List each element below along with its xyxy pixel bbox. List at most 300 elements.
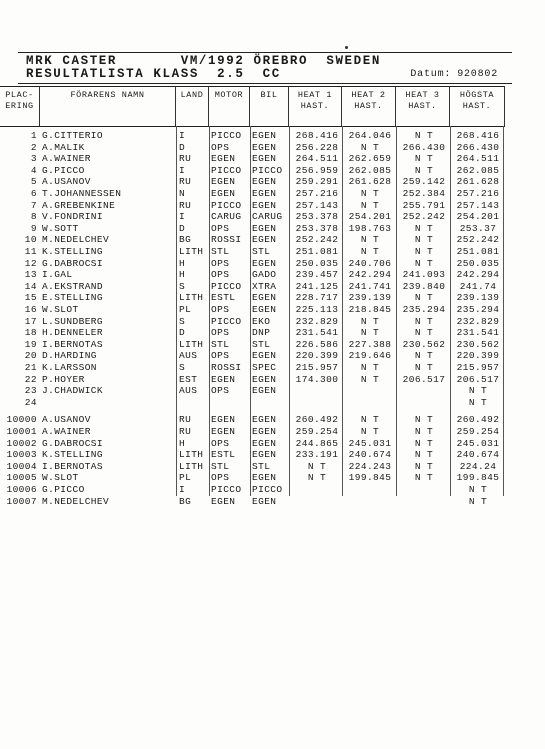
driver-name-cell: K.STELLING — [42, 449, 104, 461]
best-speed-cell: 266.430 — [456, 141, 500, 153]
motor-cell: OPS — [211, 141, 230, 153]
driver-name-cell: W.SOTT — [42, 222, 79, 234]
placing-cell: 23 — [24, 385, 37, 397]
heat2-cell: N T — [360, 327, 380, 339]
heat1-cell: 231.541 — [295, 327, 339, 339]
motor-cell: OPS — [211, 350, 230, 362]
driver-name-cell: K.STELLING — [42, 246, 104, 257]
heat3-cell: N T — [414, 362, 434, 373]
heat1-cell: 259.291 — [295, 176, 339, 188]
col-header-heat1 — [289, 86, 342, 126]
placing-cell: 16 — [24, 304, 37, 315]
driver-name-cell: G.PICCO — [42, 164, 85, 176]
placing-cell: 4 — [30, 164, 37, 176]
table-row — [0, 142, 545, 154]
heat3-cell: 206.517 — [402, 373, 446, 385]
table-row — [0, 484, 545, 496]
best-speed-cell: N T — [468, 385, 488, 397]
best-speed-cell: 253.37 — [459, 222, 497, 234]
country-cell: RU — [179, 199, 192, 211]
car-cell: EGEN — [252, 141, 277, 153]
car-cell: EGEN — [252, 385, 277, 397]
driver-name-cell: V.FONDRINI — [42, 211, 104, 223]
country-cell: I — [179, 211, 186, 223]
car-cell: EGEN — [252, 414, 277, 426]
country-cell: BG — [179, 234, 192, 246]
placing-cell: 15 — [24, 292, 37, 304]
document-header — [18, 52, 512, 84]
car-cell: PICCO — [252, 164, 283, 176]
motor-cell: OPS — [211, 269, 230, 281]
motor-cell: CARUG — [211, 211, 242, 223]
car-cell: SPEC — [252, 362, 277, 373]
best-speed-cell: 235.294 — [456, 304, 500, 315]
table-row — [0, 165, 545, 177]
heat1-cell: 256.959 — [295, 164, 339, 176]
heat3-cell: N T — [414, 460, 434, 472]
best-speed-cell: 241.74 — [459, 280, 497, 292]
motor-cell: PICCO — [211, 199, 242, 211]
driver-name-cell: A.WAINER — [42, 153, 91, 165]
country-cell: H — [179, 437, 186, 449]
motor-cell: STL — [211, 460, 230, 472]
country-cell: S — [179, 362, 186, 373]
heat2-cell: N T — [360, 246, 380, 257]
table-row — [0, 385, 545, 397]
motor-cell: STL — [211, 338, 230, 350]
date-stamp — [410, 68, 498, 81]
country-cell: D — [179, 222, 186, 234]
placing-cell: 1 — [30, 130, 37, 141]
punch-mark — [345, 46, 348, 49]
car-cell: STL — [252, 460, 271, 472]
heat3-cell: 259.142 — [402, 176, 446, 188]
motor-cell: PICCO — [211, 130, 242, 141]
heat3-cell: N T — [414, 327, 434, 339]
table-row — [0, 188, 545, 200]
best-speed-cell: 261.628 — [456, 176, 500, 188]
best-speed-cell: 252.242 — [456, 234, 500, 246]
placing-cell: 17 — [24, 315, 37, 327]
car-cell: PICCO — [252, 484, 283, 495]
motor-cell: PICCO — [211, 315, 242, 327]
best-speed-cell: 250.035 — [456, 257, 500, 269]
heat3-cell: 239.840 — [402, 280, 446, 292]
best-speed-cell: N T — [468, 495, 488, 507]
country-cell: D — [179, 327, 186, 339]
heat3-cell: N T — [414, 234, 434, 246]
country-cell: H — [179, 269, 186, 281]
motor-cell: EGEN — [211, 373, 236, 385]
heat1-cell: 268.416 — [295, 130, 339, 141]
motor-cell: ROSSI — [211, 234, 242, 246]
country-cell: I — [179, 130, 186, 141]
car-cell: EGEN — [252, 257, 277, 269]
heat2-cell: 218.845 — [348, 304, 392, 315]
motor-cell: STL — [211, 246, 230, 257]
table-row — [0, 339, 545, 351]
best-speed-cell: 257.216 — [456, 188, 500, 199]
heat2-cell: 239.139 — [348, 292, 392, 304]
motor-cell: ESTL — [211, 292, 236, 304]
best-speed-cell: 224.24 — [459, 460, 497, 472]
driver-name-cell: G.CITTERIO — [42, 130, 104, 141]
table-row — [0, 374, 545, 386]
placing-cell: 9 — [30, 222, 37, 234]
heat2-cell: N T — [360, 199, 380, 211]
placing-cell: 19 — [24, 338, 37, 350]
placing-cell: 11 — [24, 246, 37, 257]
motor-cell: EGEN — [211, 153, 236, 165]
best-speed-cell: 257.143 — [456, 199, 500, 211]
placing-cell: 8 — [30, 211, 37, 223]
country-cell: AUS — [179, 350, 198, 362]
heat1-cell: 239.457 — [295, 269, 339, 281]
col-header-hogsta — [450, 86, 505, 126]
driver-name-cell: M.NEDELCHEV — [42, 495, 110, 507]
col-header-placering — [0, 86, 40, 126]
motor-cell: ESTL — [211, 449, 236, 461]
placing-cell: 5 — [30, 176, 37, 188]
table-row — [0, 327, 545, 339]
table-row — [0, 438, 545, 450]
best-speed-cell: 240.674 — [456, 449, 500, 461]
best-speed-cell: N T — [468, 396, 488, 408]
header-title-line: MRK CASTER VM/1992 ÖREBRO SWEDEN — [26, 54, 381, 68]
col-header-land-text: LAND — [180, 90, 204, 100]
heat3-cell: N T — [414, 414, 434, 426]
heat1-cell: 233.191 — [295, 449, 339, 461]
placing-cell: 10 — [24, 234, 37, 246]
col-header-heat1-line2: HAST. — [300, 101, 330, 111]
motor-cell: OPS — [211, 472, 230, 484]
heat2-cell: 242.294 — [348, 269, 392, 281]
driver-name-cell: T.JOHANNESSEN — [42, 188, 122, 199]
heat1-cell: 228.717 — [295, 292, 339, 304]
col-header-name-text: FÖRARENS NAMN — [70, 90, 145, 100]
table-row — [0, 269, 545, 281]
heat1-cell: 251.081 — [295, 246, 339, 257]
driver-name-cell: L.SUNDBERG — [42, 315, 104, 327]
country-cell: LITH — [179, 460, 204, 472]
col-header-placering-line1: PLAC- — [5, 90, 34, 100]
heat1-cell: 257.216 — [295, 188, 339, 199]
motor-cell: OPS — [211, 437, 230, 449]
driver-name-cell: G.DABROCSI — [42, 437, 104, 449]
driver-name-cell: D.HARDING — [42, 350, 97, 362]
car-cell: EGEN — [252, 426, 277, 437]
best-speed-cell: 268.416 — [456, 130, 500, 141]
table-row — [0, 176, 545, 188]
heat2-cell: N T — [360, 414, 380, 426]
table-row — [0, 316, 545, 328]
motor-cell: OPS — [211, 304, 230, 315]
table-row — [0, 234, 545, 246]
country-cell: RU — [179, 176, 192, 188]
best-speed-cell: 264.511 — [456, 153, 500, 165]
driver-name-cell: I.GAL — [42, 269, 73, 281]
heat3-cell: N T — [414, 350, 434, 362]
motor-cell: EGEN — [211, 414, 236, 426]
driver-name-cell: W.SLOT — [42, 472, 79, 484]
country-cell: D — [179, 141, 186, 153]
motor-cell: EGEN — [211, 176, 236, 188]
heat2-cell: 262.659 — [348, 153, 392, 165]
header-subtitle-line: RESULTATLISTA KLASS 2.5 CC — [26, 67, 281, 81]
heat3-cell: N T — [414, 315, 434, 327]
driver-name-cell: G.PICCO — [42, 484, 85, 495]
table-row — [0, 426, 545, 438]
best-speed-cell: 254.201 — [456, 211, 500, 223]
heat2-cell: 199.845 — [348, 472, 392, 484]
heat1-cell: 260.492 — [295, 414, 339, 426]
car-cell: EGEN — [252, 222, 277, 234]
car-cell: EGEN — [252, 292, 277, 304]
table-row — [0, 461, 545, 473]
driver-name-cell: A.USANOV — [42, 176, 91, 188]
heat1-cell: 215.957 — [295, 362, 339, 373]
col-header-name — [40, 86, 176, 126]
heat3-cell: 252.242 — [402, 211, 446, 223]
driver-name-cell: A.MALIK — [42, 141, 85, 153]
car-cell: DNP — [252, 327, 271, 339]
heat2-cell: 262.085 — [348, 164, 392, 176]
date-label: Datum: — [410, 69, 452, 80]
heat3-cell: N T — [414, 222, 434, 234]
heat3-cell: N T — [414, 164, 434, 176]
col-header-bil — [250, 86, 289, 126]
placing-cell: 7 — [30, 199, 37, 211]
heat2-cell: N T — [360, 315, 380, 327]
country-cell: S — [179, 280, 186, 292]
table-row — [0, 304, 545, 316]
best-speed-cell: 239.139 — [456, 292, 500, 304]
col-header-heat2 — [342, 86, 396, 126]
heat3-cell: N T — [414, 130, 434, 141]
heat3-cell: N T — [414, 426, 434, 437]
motor-cell: ROSSI — [211, 362, 242, 373]
heat3-cell: N T — [414, 292, 434, 304]
motor-cell: OPS — [211, 385, 230, 397]
country-cell: LITH — [179, 449, 204, 461]
heat3-cell: 235.294 — [402, 304, 446, 315]
driver-name-cell: P.HOYER — [42, 373, 85, 385]
best-speed-cell: 232.829 — [456, 315, 500, 327]
heat2-cell: 219.646 — [348, 350, 392, 362]
heat3-cell: 255.791 — [402, 199, 446, 211]
table-row — [0, 472, 545, 484]
heat2-cell: 264.046 — [348, 130, 392, 141]
col-header-heat3-line2: HAST. — [408, 101, 437, 111]
placing-cell: 24 — [24, 396, 37, 408]
motor-cell: OPS — [211, 257, 230, 269]
country-cell: LITH — [179, 292, 204, 304]
car-cell: EGEN — [252, 176, 277, 188]
driver-name-cell: M.NEDELCHEV — [42, 234, 110, 246]
motor-cell: EGEN — [211, 188, 236, 199]
col-header-heat2-line2: HAST. — [354, 101, 383, 111]
heat1-cell: N T — [307, 460, 327, 472]
placing-cell: 10006 — [6, 484, 37, 495]
table-row — [0, 362, 545, 374]
table-row — [0, 496, 545, 508]
heat1-cell: 252.242 — [295, 234, 339, 246]
car-cell: EGEN — [252, 188, 277, 199]
heat1-cell: 257.143 — [295, 199, 339, 211]
driver-name-cell: A.EKSTRAND — [42, 280, 104, 292]
best-speed-cell: 206.517 — [456, 373, 500, 385]
heat1-cell: 253.378 — [295, 222, 339, 234]
heat1-cell: 256.228 — [295, 141, 339, 153]
heat1-cell: 259.254 — [295, 426, 339, 437]
best-speed-cell: 220.399 — [456, 350, 500, 362]
heat1-cell: 225.113 — [295, 304, 339, 315]
car-cell: CARUG — [252, 211, 283, 223]
driver-name-cell: A.WAINER — [42, 426, 91, 437]
country-cell: PL — [179, 472, 192, 484]
driver-name-cell: J.CHADWICK — [42, 385, 104, 397]
col-header-heat3 — [396, 86, 450, 126]
heat3-cell: N T — [414, 437, 434, 449]
country-cell: I — [179, 164, 186, 176]
table-row — [0, 292, 545, 304]
col-header-motor — [209, 86, 250, 126]
heat1-cell: 220.399 — [295, 350, 339, 362]
car-cell: EGEN — [252, 234, 277, 246]
motor-cell: PICCO — [211, 280, 242, 292]
heat1-cell: N T — [307, 472, 327, 484]
heat1-cell: 264.511 — [295, 153, 339, 165]
placing-cell: 10005 — [6, 472, 37, 484]
heat1-cell: 226.586 — [295, 338, 339, 350]
heat2-cell: 227.388 — [348, 338, 392, 350]
table-row — [0, 258, 545, 270]
driver-name-cell: G.DABROCSI — [42, 257, 104, 269]
heat3-cell: N T — [414, 449, 434, 461]
col-header-heat1-line1: HEAT 1 — [297, 90, 333, 100]
best-speed-cell: N T — [468, 484, 488, 495]
driver-name-cell: I.BERNOTAS — [42, 460, 104, 472]
best-speed-cell: 215.957 — [456, 362, 500, 373]
heat3-cell: N T — [414, 257, 434, 269]
car-cell: EGEN — [252, 495, 277, 507]
col-header-hogsta-line1: HÖGSTA — [459, 90, 495, 100]
placing-cell: 18 — [24, 327, 37, 339]
driver-name-cell: E.STELLING — [42, 292, 104, 304]
placing-cell: 10002 — [6, 437, 37, 449]
country-cell: LITH — [179, 246, 204, 257]
col-header-motor-text: MOTOR — [214, 90, 244, 100]
country-cell: S — [179, 315, 186, 327]
placing-cell: 10000 — [6, 414, 37, 426]
heat2-cell: 254.201 — [348, 211, 392, 223]
placing-cell: 12 — [24, 257, 37, 269]
country-cell: PL — [179, 304, 192, 315]
heat2-cell: N T — [360, 362, 380, 373]
heat3-cell: N T — [414, 153, 434, 165]
driver-name-cell: A.USANOV — [42, 414, 91, 426]
best-speed-cell: 231.541 — [456, 327, 500, 339]
table-row — [0, 414, 545, 426]
placing-cell: 10004 — [6, 460, 37, 472]
table-row — [0, 223, 545, 235]
driver-name-cell: W.SLOT — [42, 304, 79, 315]
heat2-cell: 245.031 — [348, 437, 392, 449]
country-cell: BG — [179, 495, 192, 507]
motor-cell: PICCO — [211, 484, 242, 495]
car-cell: STL — [252, 338, 271, 350]
heat3-cell: 230.562 — [402, 338, 446, 350]
country-cell: N — [179, 188, 186, 199]
driver-name-cell: A.GREBENKINE — [42, 199, 116, 211]
heat3-cell: N T — [414, 472, 434, 484]
table-row — [0, 130, 545, 142]
heat2-cell: 240.706 — [348, 257, 392, 269]
motor-cell: EGEN — [211, 426, 236, 437]
country-cell: H — [179, 257, 186, 269]
col-header-land — [176, 86, 209, 126]
country-cell: RU — [179, 414, 192, 426]
car-cell: EKO — [252, 315, 271, 327]
placing-cell: 20 — [24, 350, 37, 362]
placing-cell: 14 — [24, 280, 37, 292]
heat3-cell: N T — [414, 246, 434, 257]
table-row — [0, 449, 545, 461]
car-cell: EGEN — [252, 199, 277, 211]
header-rule — [0, 126, 505, 127]
table-row — [0, 397, 545, 409]
placing-cell: 13 — [24, 269, 37, 281]
heat2-cell: N T — [360, 426, 380, 437]
heat1-cell: 232.829 — [295, 315, 339, 327]
table-row — [0, 281, 545, 293]
heat3-cell: 241.093 — [402, 269, 446, 281]
car-cell: EGEN — [252, 449, 277, 461]
heat2-cell: 240.674 — [348, 449, 392, 461]
heat2-cell: N T — [360, 234, 380, 246]
heat2-cell: 261.628 — [348, 176, 392, 188]
car-cell: EGEN — [252, 350, 277, 362]
motor-cell: OPS — [211, 327, 230, 339]
car-cell: GADO — [252, 269, 277, 281]
best-speed-cell: 230.562 — [456, 338, 500, 350]
col-header-bil-text: BIL — [260, 90, 278, 100]
heat1-cell: 250.035 — [295, 257, 339, 269]
heat2-cell: 241.741 — [348, 280, 392, 292]
heat2-cell: 224.243 — [348, 460, 392, 472]
heat1-cell: 253.378 — [295, 211, 339, 223]
country-cell: RU — [179, 426, 192, 437]
car-cell: EGEN — [252, 373, 277, 385]
country-cell: LITH — [179, 338, 204, 350]
best-speed-cell: 199.845 — [456, 472, 500, 484]
table-row — [0, 153, 545, 165]
heat3-cell: 252.384 — [402, 188, 446, 199]
heat1-cell: 241.125 — [295, 280, 339, 292]
country-cell: RU — [179, 153, 192, 165]
table-row — [0, 211, 545, 223]
driver-name-cell: H.DENNELER — [42, 327, 104, 339]
heat2-cell: 198.763 — [348, 222, 392, 234]
motor-cell: EGEN — [211, 495, 236, 507]
car-cell: XTRA — [252, 280, 277, 292]
placing-cell: 10007 — [6, 495, 37, 507]
car-cell: EGEN — [252, 304, 277, 315]
driver-name-cell: I.BERNOTAS — [42, 338, 104, 350]
table-row — [0, 200, 545, 212]
date-value: 920802 — [457, 69, 498, 80]
best-speed-cell: 251.081 — [456, 246, 500, 257]
